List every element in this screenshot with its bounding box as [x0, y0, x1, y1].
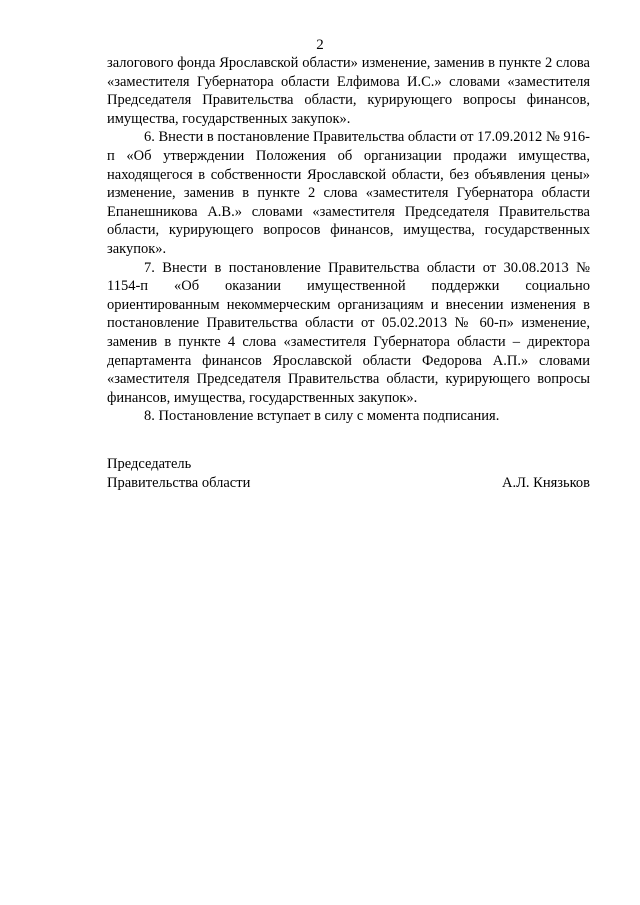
paragraph-continuation: залогового фонда Ярославской области» изменение, заменив в пункте 2 слова «заместителя Губернатора области Елфимова И.С.» словами «заместителя Председателя Правительства области, курирующего вопросы финансов, имущества, государственных закупок».	[107, 55, 590, 127]
document-body	[107, 54, 590, 426]
paragraph-item-7: 7. Внести в постановление Правительства области от 30.08.2013 № 1154-п «Об оказании имущественной поддержки социально ориентированным некоммерческим организациям и внесении изменения в постановление Правительства области от 05.02.2013 № 60-п» изменение, заменив в пункте 4 слова «заместителя Губернатора области – директора департамента финансов Ярославской области Федорова А.П.» словами «заместителя Председателя Правительства области, курирующего вопросы финансов, имущества, государственных закупок».	[107, 259, 590, 406]
paragraph-item-6: 6. Внести в постановление Правительства области от 17.09.2012 № 916-п «Об утверждении Положения об организации продажи имущества, находящегося в собственности Ярославской области, без объявления цены» изменение, заменив в пункте 2 слова «заместителя Губернатора области Епанешникова А.В.» словами «заместителя Председателя Правительства области, курирующего вопросов финансов, имущества, государственных закупок».	[107, 129, 590, 257]
signature-line	[107, 474, 590, 493]
signatory-title-line1: Председатель	[107, 456, 192, 472]
signature-block	[107, 455, 590, 492]
signatory-name: А.Л. Князьков	[501, 474, 590, 491]
paragraph-item-8: 8. Постановление вступает в силу с момента подписания.	[144, 408, 500, 425]
signatory-title-line2: Правительства области	[107, 474, 251, 491]
page-number: 2	[316, 37, 324, 53]
